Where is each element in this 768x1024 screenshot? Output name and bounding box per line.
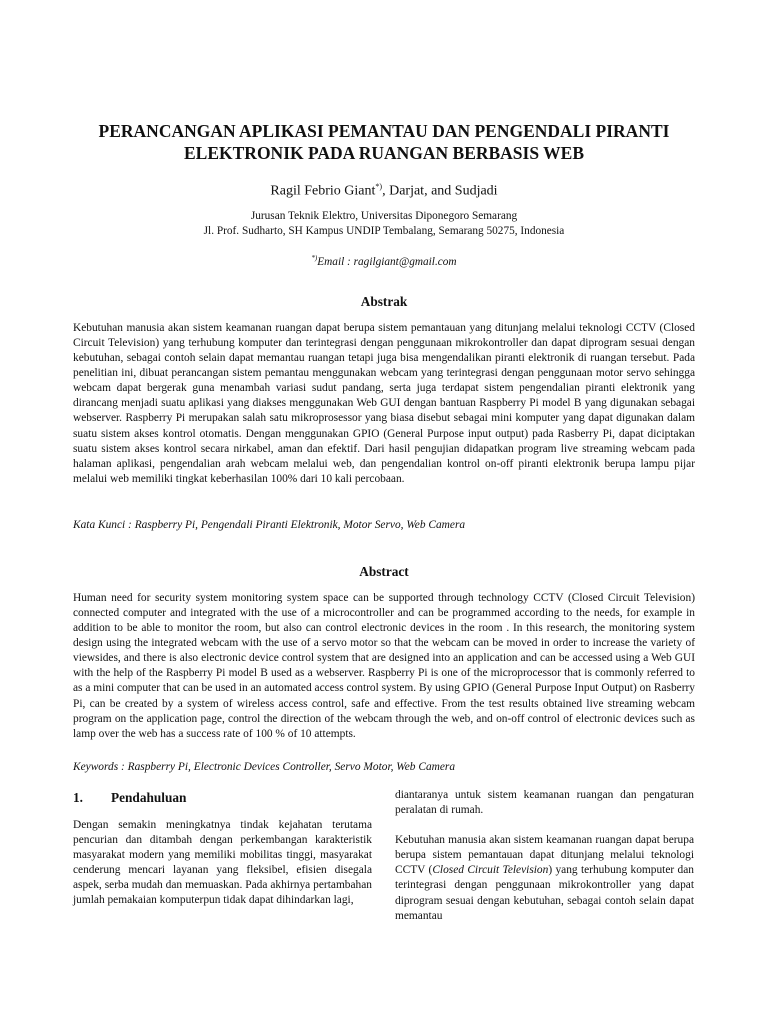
affiliation-line-1: Jurusan Teknik Elektro, Universitas Diponegoro Semarang (250, 210, 518, 222)
intro-number: 1. (73, 790, 83, 805)
author-rest: , Darjat, and Sudjadi (382, 183, 498, 199)
abstract-body: Human need for security system monitoring system space can be supported through technology CCTV (Closed Circuit Television) connected computer and integrated with the use of a microcontroller and can be programmed according to the needs, for example in addition to be able to monitor the room, but also can control electronic devices in the room . In this research, the monitoring system design using the integrated webcam with the use of a servo motor so that the webcam can be moved in order to increase the variety of viewsides, and there is also electronic device control system that are designed into an application and can be accessed using a Web GUI with the help of the Raspberry Pi model B used as a webserver. Raspberry Pi is one of the microprocessor that is commonly referred to as a mini computer that can be used in an automated access control system. By using GPIO (General Purpose Input Output) on Rasberry Pi, can be created by a system of wireless access control, safe and effective. From the test results obtained live streaming webcam program on the application page, control the direction of the webcam through the web, and on-off control of electronic devices such as lamp over the web has a success rate of 100 % of 10 attempts. (73, 592, 695, 740)
abstrak-keywords: Kata Kunci : Raspberry Pi, Pengendali Piranti Elektronik, Motor Servo, Web Camera (73, 519, 466, 531)
author-main: Ragil Febrio Giant (270, 183, 376, 199)
intro-title: Pendahuluan (111, 790, 187, 805)
abstract-keywords: Keywords : Raspberry Pi, Electronic Devices Controller, Servo Motor, Web Camera (73, 761, 456, 773)
para2-text-after: ) yang terhubung komputer dan terintegrasi dengan penggunaan mikrokontroller yang dapat diprogram sesuai dengan kebutuhan, sebagai contoh selain dapat memantau (395, 864, 694, 922)
intro-left-paragraph: Dengan semakin meningkatnya tindak kejahatan terutama pencurian dan ditambah dengan perkembangan karakteristik masyarakat modern yang memiliki mobilitas tinggi, masyarakat cenderung mencari layanan yang fleksibel, efisien disegala aspek, serba mudah dan memuaskan. Pada akhirnya pertambahan jumlah pemakaian komputerpun tidak dapat dihindarkan lagi, (73, 819, 372, 907)
affiliation (60, 209, 708, 238)
abstract-heading: Abstract (359, 564, 409, 579)
email-mark: *) (311, 254, 318, 262)
intro-right-paragraph-2 (395, 833, 694, 924)
author-line (60, 178, 708, 201)
title-line-2: ELEKTRONIK PADA RUANGAN BERBASIS WEB (184, 143, 584, 163)
para2-text-before: Kebutuhan manusia akan sistem keamanan ruangan dapat berupa berupa sistem pemantauan dapat ditunjang melalui teknologi CCTV ( (395, 834, 694, 877)
abstrak-heading: Abstrak (360, 294, 408, 309)
affiliation-line-2: Jl. Prof. Sudharto, SH Kampus UNDIP Tembalang, Semarang 50275, Indonesia (203, 224, 565, 237)
para2-text-italic: Closed Circuit Television (432, 864, 549, 877)
email-line (60, 251, 708, 269)
left-column (73, 818, 372, 909)
author-mark: *) (375, 182, 383, 191)
paper-title (60, 120, 708, 164)
intro-heading (73, 790, 372, 806)
title-line-1: PERANCANGAN APLIKASI PEMANTAU DAN PENGENDALI PIRANTI (98, 121, 670, 141)
email-text: Email : ragilgiant@gmail.com (317, 255, 457, 268)
intro-right-paragraph-1: diantaranya untuk sistem keamanan ruangan dan pengaturan peralatan di rumah. (395, 789, 694, 817)
right-column (395, 788, 694, 924)
abstrak-body: Kebutuhan manusia akan sistem keamanan ruangan dapat berupa sistem pemantauan yang ditunjang melalui teknologi CCTV (Closed Circuit Television) yang terhubung komputer dan terintegrasi dengan penggunaan mikrokontroller dan dapat diprogram sesuai dengan kebutuhan, sebagai contoh selain dapat memantau ruangan tetapi juga bisa mengendalikan piranti elektronik di ruangan tersebut. Pada penelitian ini, dibuat perancangan sistem pemantau menggunakan webcam yang terintegrasi dengan penggunaan motor servo sehingga webcam dapat bergerak guna menambah variasi sudut pandang, serta juga terdapat sistem pengendalian piranti elektronik yang dirancang menjadi suatu aplikasi yang diakses menggunakan Web GUI dengan bantuan Raspberry Pi model B yang digunakan sebagai webserver. Raspberry Pi merupakan salah satu mikroprosessor yang biasa disebut sebagai mini komputer yang dapat digunakan dalam suatu sistem akses kontrol otomatis. Dengan menggunakan GPIO (General Purpose input output) pada Rasberry Pi, dapat diciptakan suatu sistem akses kontrol secara nirkabel, aman dan efektif. Dari hasil pengujian didapatkan program live streaming webcam pada halaman aplikasi, pengendalian arah webcam melalui web, dan pengendalian kontrol on-off piranti elektronik berupa lampu pijar melalui web memiliki tingkat keberhasilan 100% dari 10 kali percobaan. (73, 322, 695, 485)
